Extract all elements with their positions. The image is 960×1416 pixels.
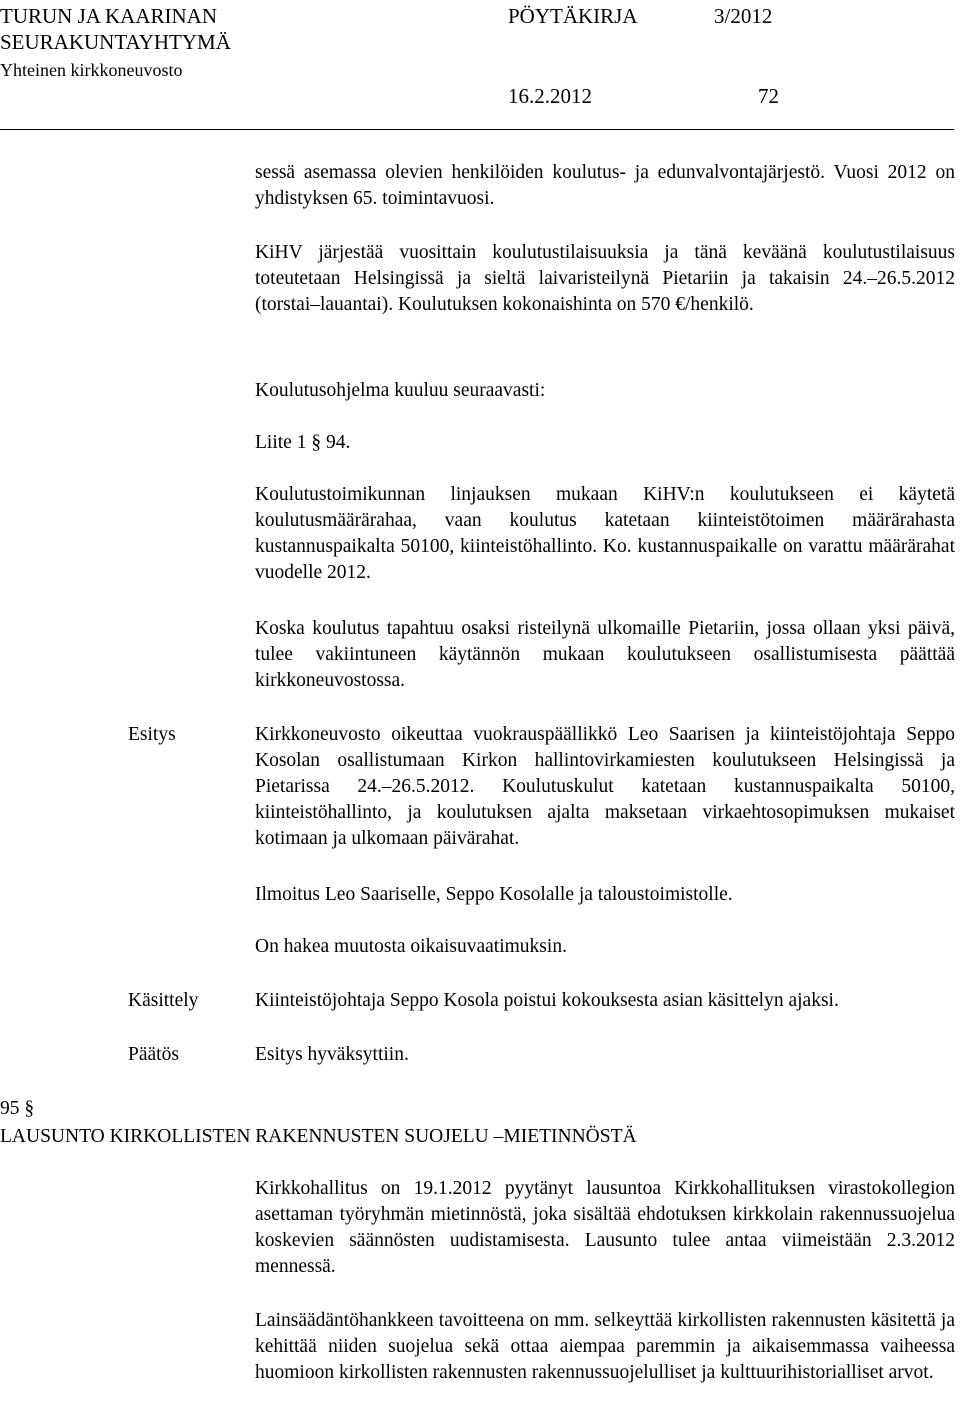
paragraph-training-info: KiHV järjestää vuosittain koulutustilaisuuksia ja tänä keväänä koulutustilaisuus toteutetaan Helsingissä ja sieltä laivaristeilynä Pietariin ja takaisin 24.–26.5.2012 (torstai–lauantai). Koulutuksen kokonaishinta on 570 €/henkilö.: [255, 242, 955, 315]
doc-type: PÖYTÄKIRJA: [508, 4, 638, 28]
header-rule: [0, 129, 954, 130]
meeting-date: 16.2.2012: [508, 84, 592, 108]
section-title: LAUSUNTO KIRKOLLISTEN RAKENNUSTEN SUOJELU –MIETINNÖSTÄ: [0, 1126, 637, 1147]
kasittely-text: Kiinteistöjohtaja Seppo Kosola poistui kokouksesta asian käsittelyn ajaksi.: [255, 990, 839, 1011]
doc-number: 3/2012: [714, 4, 773, 28]
org-name-line1: TURUN JA KAARINAN: [0, 4, 218, 28]
paragraph-request: Kirkkohallitus on 19.1.2012 pyytänyt lausuntoa Kirkkohallituksen virastokollegion asettaman työryhmän mietinnöstä, joka sisältää ehdotuksen kirkkolain rakennussuojelua koskevien säännösten uudistamisesta. Lausunto tulee antaa viimeistään 2.3.2012 mennessä.: [255, 1178, 955, 1277]
section-number: 95 §: [0, 1098, 35, 1119]
paragraph-intro: sessä asemassa olevien henkilöiden koulutus- ja edunvalvontajärjestö. Vuosi 2012 on yhdistyksen 65. toimintavuosi.: [255, 162, 955, 209]
paragraph-program-note: Koulutusohjelma kuuluu seuraavasti:: [255, 380, 546, 401]
esitys-label: Esitys: [128, 724, 176, 745]
kasittely-label: Käsittely: [128, 990, 199, 1011]
page-number: 72: [758, 84, 779, 108]
attachment-reference: Liite 1 § 94.: [255, 432, 351, 453]
esitys-text: Kirkkoneuvosto oikeuttaa vuokrauspäällikkö Leo Saarisen ja kiinteistöjohtaja Seppo Kosolan osallistumaan Kirkon hallintovirkamiesten koulutukseen Helsingissä ja Pietarissa 24.–26.5.2012. Koulutuskulut katetaan kustannuspaikalta 50100, kiinteistöhallinto, ja koulutuksen ajalta maksetaan virkaehtosopimuksen mukaiset kotimaan ja ulkomaan päivärahat.: [255, 724, 955, 849]
paragraph-goal: Lainsäädäntöhankkeen tavoitteena on mm. selkeyttää kirkollisten rakennusten käsitettä ja kehittää niiden suojelua sekä ottaa aiempaa paremmin ja aikaisemmassa vaiheessa huomioon kirkollisten rakennusten rakennussuojelulliset ja kulttuurihistorialliset arvot.: [255, 1310, 955, 1383]
paragraph-notification: Ilmoitus Leo Saariselle, Seppo Kosolalle ja taloustoimistolle.: [255, 884, 733, 905]
paragraph-appeal: On hakea muutosta oikaisuvaatimuksin.: [255, 936, 567, 957]
paatos-label: Päätös: [128, 1044, 179, 1065]
body-name: Yhteinen kirkkoneuvosto: [0, 60, 183, 80]
paragraph-cruise: Koska koulutus tapahtuu osaksi risteilynä ulkomaille Pietariin, jossa ollaan yksi päivä, tulee vakiintuneen käytännön mukaan koulutukseen osallistumisesta päättää kirkkoneuvostossa.: [255, 618, 955, 691]
paragraph-funding: Koulutustoimikunnan linjauksen mukaan KiHV:n koulutukseen ei käytetä koulutusmäärärahaa, vaan koulutus katetaan kiinteistötoimen määrärahasta kustannuspaikalta 50100, kiinteistöhallinto. Ko. kustannuspaikalle on varattu määrärahat vuodelle 2012.: [255, 484, 955, 583]
org-name-line2: SEURAKUNTAYHTYMÄ: [0, 30, 231, 54]
paatos-text: Esitys hyväksyttiin.: [255, 1044, 409, 1065]
